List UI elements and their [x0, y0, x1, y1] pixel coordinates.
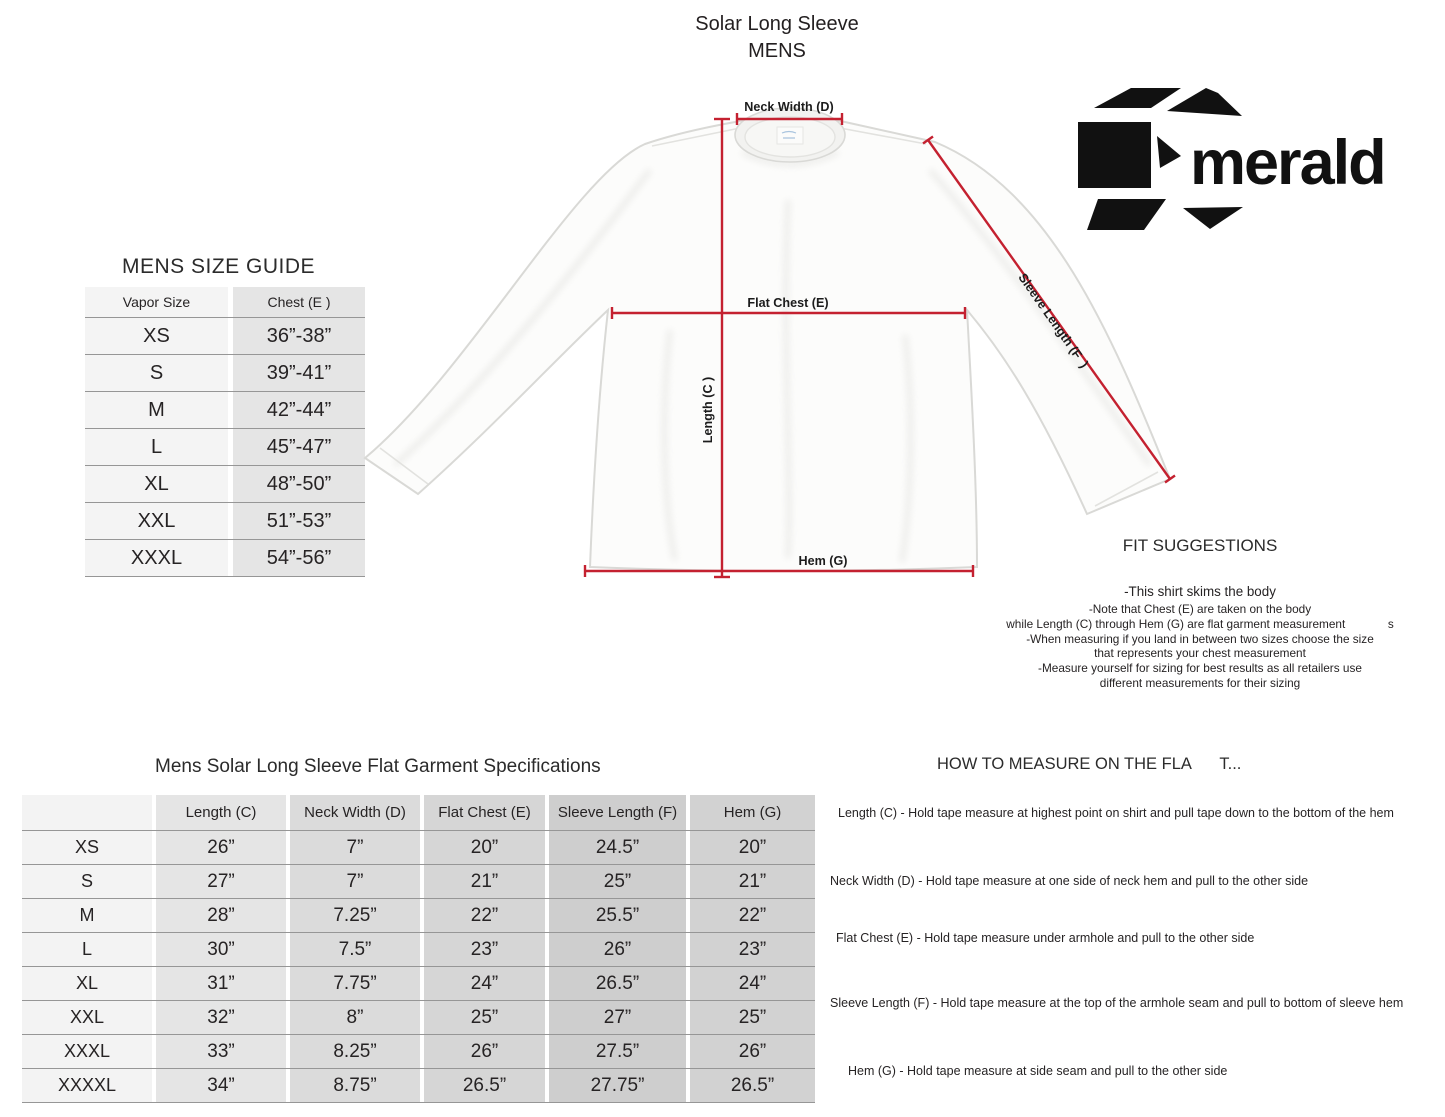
- length-cell: 34”: [156, 1069, 286, 1102]
- neck-cell: 8.25”: [290, 1035, 420, 1068]
- gender-subtitle: MENS: [748, 40, 806, 62]
- sleeve-cell: 24.5”: [549, 831, 686, 864]
- chest-cell: 51”-53”: [233, 503, 365, 539]
- hem-label: Hem (G): [798, 554, 848, 568]
- size-cell: XXL: [22, 1001, 152, 1034]
- size-cell: L: [85, 429, 228, 465]
- sleeve-cell: 26”: [549, 933, 686, 966]
- hem-cell: 25”: [690, 1001, 815, 1034]
- fit-suggestion-line: while Length (C) through Hem (G) are flat garment measurement s: [1006, 616, 1394, 631]
- table-row: [22, 865, 815, 899]
- table-row: [22, 1035, 815, 1069]
- chest-cell: 26.5”: [424, 1069, 545, 1102]
- hem-cell: 20”: [690, 831, 815, 864]
- table-row: [85, 318, 365, 355]
- measure-instruction-flat-chest: Flat Chest (E) - Hold tape measure under armhole and pull to the other side: [836, 931, 1255, 945]
- size-cell: M: [85, 392, 228, 428]
- neck-cell: 7.5”: [290, 933, 420, 966]
- col-header-sleeve-length: Sleeve Length (F): [549, 795, 686, 830]
- hem-cell: 23”: [690, 933, 815, 966]
- sleeve-cell: 25.5”: [549, 899, 686, 932]
- chest-cell: 22”: [424, 899, 545, 932]
- table-row: [85, 392, 365, 429]
- length-cell: 28”: [156, 899, 286, 932]
- hem-cell: 24”: [690, 967, 815, 1000]
- size-cell: L: [22, 933, 152, 966]
- col-header-chest: Chest (E ): [233, 287, 365, 317]
- length-cell: 32”: [156, 1001, 286, 1034]
- page-title: [555, 11, 999, 65]
- table-row: [22, 1001, 815, 1035]
- table-row: [85, 466, 365, 503]
- size-cell: XS: [85, 318, 228, 354]
- sleeve-cell: 27.75”: [549, 1069, 686, 1102]
- measure-instruction-neck-width: Neck Width (D) - Hold tape measure at one side of neck hem and pull to the other side: [830, 874, 1309, 888]
- neck-width-label: Neck Width (D): [744, 100, 834, 114]
- sleeve-cell: 27”: [549, 1001, 686, 1034]
- shirt-photo: [365, 108, 1170, 571]
- length-label: Length (C ): [701, 376, 715, 444]
- measure-instruction-sleeve-length: Sleeve Length (F) - Hold tape measure at the top of the armhole seam and pull to bottom of sleeve hem: [830, 996, 1404, 1010]
- fit-suggestion-line: -When measuring if you land in between two sizes choose the size: [1026, 631, 1374, 646]
- measure-instruction-length: Length (C) - Hold tape measure at highest point on shirt and pull tape down to the bottom of the hem: [838, 806, 1394, 820]
- neck-cell: 7.25”: [290, 899, 420, 932]
- length-cell: 31”: [156, 967, 286, 1000]
- size-cell: S: [85, 355, 228, 391]
- chest-cell: 20”: [424, 831, 545, 864]
- length-cell: 33”: [156, 1035, 286, 1068]
- sleeve-length-label: Sleeve Length (F ): [1015, 270, 1092, 371]
- how-to-measure-section: [830, 753, 1445, 1103]
- fit-suggestion-line: different measurements for their sizing: [1099, 675, 1301, 690]
- neck-cell: 8”: [290, 1001, 420, 1034]
- chest-cell: 23”: [424, 933, 545, 966]
- col-header-length: Length (C): [156, 795, 286, 830]
- size-cell: XXXL: [85, 540, 228, 576]
- size-cell: XXXXL: [22, 1069, 152, 1102]
- fit-suggestions-text: [955, 583, 1445, 691]
- chest-cell: 48”-50”: [233, 466, 365, 502]
- fit-suggestion-line: that represents your chest measurement: [1094, 646, 1306, 661]
- product-title: Solar Long Sleeve: [695, 13, 859, 35]
- neck-cell: 7”: [290, 865, 420, 898]
- fit-suggestions-heading: FIT SUGGESTIONS: [1122, 536, 1278, 555]
- size-cell: XL: [22, 967, 152, 1000]
- size-cell: XXXL: [22, 1035, 152, 1068]
- chest-cell: 39”-41”: [233, 355, 365, 391]
- brand-wordmark: merald: [1190, 128, 1385, 198]
- table-row: [22, 967, 815, 1001]
- table-row: [85, 355, 365, 392]
- size-cell: S: [22, 865, 152, 898]
- spec-table-title: Mens Solar Long Sleeve Flat Garment Specifications: [155, 756, 601, 777]
- sleeve-cell: 27.5”: [549, 1035, 686, 1068]
- chest-cell: 54”-56”: [233, 540, 365, 576]
- length-cell: 27”: [156, 865, 286, 898]
- sleeve-cell: 26.5”: [549, 967, 686, 1000]
- fit-suggestion-line: -This shirt skims the body: [1124, 584, 1276, 599]
- hem-cell: 21”: [690, 865, 815, 898]
- neck-care-label: [777, 127, 803, 144]
- spec-table: [22, 795, 815, 1103]
- length-cell: 26”: [156, 831, 286, 864]
- size-cell: XXL: [85, 503, 228, 539]
- table-row: [22, 831, 815, 865]
- neck-cell: 7.75”: [290, 967, 420, 1000]
- measure-instruction-hem: Hem (G) - Hold tape measure at side seam and pull to the other side: [848, 1064, 1228, 1078]
- hem-cell: 22”: [690, 899, 815, 932]
- hem-cell: 26”: [690, 1035, 815, 1068]
- size-guide-table: [85, 287, 365, 577]
- flat-chest-label: Flat Chest (E): [747, 296, 829, 310]
- how-to-measure-heading: HOW TO MEASURE ON THE FLA T...: [937, 755, 1242, 773]
- size-cell: M: [22, 899, 152, 932]
- size-guide-header-row: [85, 287, 365, 318]
- size-cell: XL: [85, 466, 228, 502]
- col-header-vapor-size: Vapor Size: [85, 287, 228, 317]
- table-row: [22, 899, 815, 933]
- chest-cell: 36”-38”: [233, 318, 365, 354]
- size-cell: XS: [22, 831, 152, 864]
- fit-suggestion-line: -Measure yourself for sizing for best results as all retailers use: [1038, 661, 1362, 676]
- sleeve-cell: 25”: [549, 865, 686, 898]
- neck-cell: 7”: [290, 831, 420, 864]
- table-row: [85, 540, 365, 577]
- col-header-neck-width: Neck Width (D): [290, 795, 420, 830]
- length-cell: 30”: [156, 933, 286, 966]
- table-row: [22, 933, 815, 967]
- col-header-hem: Hem (G): [690, 795, 815, 830]
- chest-cell: 25”: [424, 1001, 545, 1034]
- table-row: [22, 1069, 815, 1103]
- chest-cell: 24”: [424, 967, 545, 1000]
- chest-cell: 45”-47”: [233, 429, 365, 465]
- table-row: [85, 503, 365, 540]
- col-header-size: [22, 795, 152, 830]
- chest-cell: 42”-44”: [233, 392, 365, 428]
- spec-header-row: [22, 795, 815, 831]
- hem-cell: 26.5”: [690, 1069, 815, 1102]
- table-row: [85, 429, 365, 466]
- size-guide-heading: MENS SIZE GUIDE: [122, 255, 316, 278]
- neck-cell: 8.75”: [290, 1069, 420, 1102]
- col-header-flat-chest: Flat Chest (E): [424, 795, 545, 830]
- fit-suggestion-line: -Note that Chest (E) are taken on the body: [1088, 602, 1312, 616]
- chest-cell: 21”: [424, 865, 545, 898]
- chest-cell: 26”: [424, 1035, 545, 1068]
